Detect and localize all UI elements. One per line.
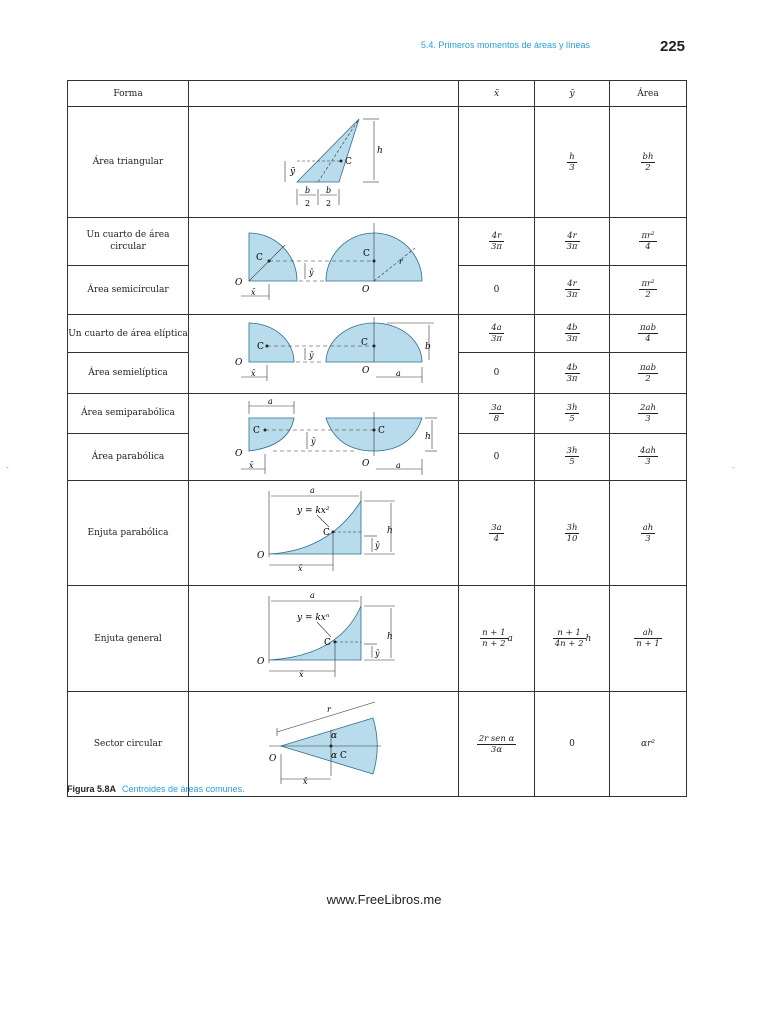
svg-text:α: α: [331, 751, 338, 761]
centroid-label: C: [345, 157, 352, 167]
parabolic-spandrel-figure: [189, 481, 458, 582]
svg-text:C: C: [324, 638, 331, 648]
svg-text:ȳ: ȳ: [375, 541, 380, 550]
circular-sector-figure: [189, 692, 458, 793]
svg-text:O: O: [362, 366, 370, 376]
row-label: Área triangular: [68, 107, 189, 218]
table-row: [68, 481, 687, 586]
xbar-cell: 0: [459, 265, 535, 314]
row-label: Un cuarto de área elíptica: [68, 315, 189, 353]
area-cell: $\frac{\text{πab}}{2}$: [610, 353, 687, 394]
svg-text:a: a: [268, 397, 273, 406]
svg-text:ȳ: ȳ: [375, 649, 380, 658]
ybar-label: ȳ: [290, 167, 296, 177]
svg-text:α: α: [331, 731, 338, 741]
row-label: Enjuta general: [68, 586, 189, 692]
svg-text:h: h: [387, 632, 393, 642]
xbar-cell: $\frac{\text{2r sen α}}{3\alpha}$: [459, 692, 535, 797]
figure-caption: [67, 784, 245, 794]
table-row: [68, 315, 687, 353]
triangle-shape: [297, 119, 359, 182]
row-label: Área semiparabólica: [68, 394, 189, 434]
running-header: 5.4. Primeros momentos de áreas y líneas: [420, 40, 590, 50]
caption-figure-number: Figura 5.8A: [67, 784, 117, 794]
caption-text: Centroides de áreas comunes.: [122, 784, 245, 794]
xbar-cell: [459, 107, 535, 218]
figure-cell: [189, 481, 459, 586]
svg-text:h: h: [387, 526, 393, 536]
svg-text:C: C: [378, 426, 385, 436]
figure-cell: [189, 394, 459, 481]
svg-text:C: C: [363, 249, 370, 259]
area-cell: $\frac{ah}{n + 1}$: [610, 586, 687, 692]
xbar-cell: $\frac{3a}{8}$: [459, 394, 535, 434]
xbar-cell: $\frac{n + 1}{n + 2}$ a: [459, 586, 535, 692]
centroid-point: [340, 160, 343, 163]
table-row: [68, 394, 687, 434]
svg-text:b: b: [425, 342, 431, 352]
area-cell: αr²: [610, 692, 687, 797]
page-number: 225: [660, 38, 686, 55]
svg-text:O: O: [235, 358, 243, 368]
ybar-cell: $\frac{4b}{3\pi}$: [535, 315, 610, 353]
svg-text:r: r: [399, 257, 403, 266]
xbar-cell: $\frac{4a}{3\pi}$: [459, 315, 535, 353]
svg-text:2: 2: [305, 199, 311, 208]
svg-text:a: a: [396, 461, 401, 470]
header-xbar: x̄: [459, 81, 535, 107]
general-spandrel-figure: [189, 586, 458, 688]
table-row: [68, 218, 687, 266]
header-figure: [189, 81, 459, 107]
footer-url: www.FreeLibros.me: [326, 892, 442, 907]
area-cell: $\frac{bh}{2}$: [610, 107, 687, 218]
row-label: Sector circular: [68, 692, 189, 797]
svg-text:x̄: x̄: [249, 461, 254, 470]
svg-text:C: C: [340, 751, 347, 761]
figure-cell: [189, 586, 459, 692]
ybar-cell: $\frac{3h}{5}$: [535, 433, 610, 480]
margin-mark: -: [6, 463, 9, 472]
svg-text:ȳ: ȳ: [309, 351, 314, 360]
xbar-cell: $\frac{4r}{3\pi}$: [459, 218, 535, 266]
svg-text:C: C: [253, 426, 260, 436]
circular-figure: [189, 218, 458, 311]
figure-cell: [189, 107, 459, 218]
svg-text:x̄: x̄: [303, 777, 308, 786]
area-cell: $\frac{2ah}{3}$: [610, 394, 687, 434]
svg-text:r: r: [327, 705, 331, 714]
svg-text:x̄: x̄: [299, 670, 304, 679]
table-row: [68, 586, 687, 692]
svg-text:O: O: [269, 754, 277, 764]
area-cell: $\frac{4ah}{3}$: [610, 433, 687, 480]
row-label: Área parabólica: [68, 433, 189, 480]
ybar-cell: $\frac{4r}{3\pi}$: [535, 265, 610, 314]
svg-text:x̄: x̄: [251, 369, 256, 378]
elliptical-figure: [189, 315, 458, 390]
row-label: Un cuarto de área circular: [68, 218, 189, 266]
height-label: h: [377, 146, 383, 156]
figure-cell: [189, 692, 459, 797]
svg-text:O: O: [257, 551, 265, 561]
row-label: Área semielíptica: [68, 353, 189, 394]
ybar-cell: $\frac{4b}{3\pi}$: [535, 353, 610, 394]
svg-text:C: C: [323, 528, 330, 538]
margin-mark: -: [732, 463, 735, 472]
xbar-cell: 0: [459, 433, 535, 480]
svg-text:a: a: [396, 369, 401, 378]
svg-text:O: O: [235, 278, 243, 288]
area-cell: $\frac{\text{πr²}}{2}$: [610, 265, 687, 314]
svg-text:ȳ: ȳ: [309, 268, 314, 277]
svg-text:b: b: [326, 186, 332, 195]
table-row: [68, 692, 687, 797]
svg-text:2: 2: [326, 199, 332, 208]
centroids-table: [67, 80, 687, 797]
svg-text:O: O: [362, 285, 370, 295]
xbar-cell: 0: [459, 353, 535, 394]
ybar-cell: $\frac{4r}{3\pi}$: [535, 218, 610, 266]
header-ybar: ȳ: [535, 81, 610, 107]
svg-text:C: C: [361, 338, 368, 348]
svg-text:x̄: x̄: [251, 288, 256, 297]
xbar-cell: $\frac{3a}{4}$: [459, 481, 535, 586]
svg-text:O: O: [235, 449, 243, 459]
header-area: Área: [610, 81, 687, 107]
svg-text:y = kx²: y = kx²: [297, 506, 330, 516]
area-cell: $\frac{\text{πab}}{4}$: [610, 315, 687, 353]
ybar-cell: 0: [535, 692, 610, 797]
svg-text:x̄: x̄: [298, 564, 303, 573]
ybar-cell: $\frac{n + 1}{4n + 2}$ h: [535, 586, 610, 692]
table-row: [68, 107, 687, 218]
row-label: Área semicircular: [68, 265, 189, 314]
figure-cell: [189, 218, 459, 315]
table-header-row: [68, 81, 687, 107]
svg-text:h: h: [425, 432, 431, 442]
row-label: Enjuta parabólica: [68, 481, 189, 586]
ybar-cell: $\frac{h}{3}$: [535, 107, 610, 218]
triangle-figure: [189, 107, 458, 214]
ybar-cell: $\frac{3h}{10}$: [535, 481, 610, 586]
svg-text:C: C: [256, 253, 263, 263]
header-shape: Forma: [68, 81, 189, 107]
area-cell: $\frac{ah}{3}$: [610, 481, 687, 586]
svg-text:a: a: [310, 591, 315, 600]
parabolic-figure: [189, 394, 458, 477]
figure-cell: [189, 315, 459, 394]
area-cell: $\frac{\text{πr²}}{4}$: [610, 218, 687, 266]
svg-text:a: a: [310, 486, 315, 495]
svg-text:O: O: [257, 657, 265, 667]
svg-text:C: C: [257, 342, 264, 352]
svg-text:b: b: [305, 186, 311, 195]
svg-text:ȳ: ȳ: [311, 437, 316, 446]
ybar-cell: $\frac{3h}{5}$: [535, 394, 610, 434]
quarter-ellipse-shape: [249, 323, 294, 362]
svg-text:y = kxⁿ: y = kxⁿ: [297, 613, 330, 623]
svg-text:O: O: [362, 459, 370, 469]
